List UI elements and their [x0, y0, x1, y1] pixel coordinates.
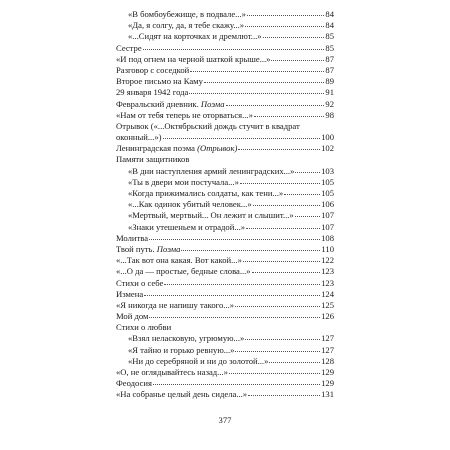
toc-entry-title [116, 389, 247, 400]
dot-leader [284, 188, 320, 195]
toc-entry-title [128, 345, 234, 356]
toc-entry-title [128, 333, 244, 344]
toc-entry-title-text: Твой путь. [116, 243, 155, 254]
toc-entry-title-text: «О, не оглядывайтесь назад...» [116, 367, 228, 377]
toc-entry [116, 333, 334, 344]
toc-entry-page: 125 [321, 299, 334, 310]
dot-leader [253, 199, 320, 206]
toc-entry [116, 244, 334, 255]
toc-entry-title-text: «Ни до серебряной и ни до золотой...» [128, 355, 269, 366]
toc-entry-page: 85 [325, 42, 334, 53]
toc-entry [116, 311, 334, 322]
dot-leader [238, 143, 320, 150]
toc-entry [116, 87, 334, 98]
toc-entry-title-text: «Взял неласковую, угрюмую...» [128, 333, 245, 344]
toc-entry [116, 356, 334, 367]
toc-entry-title-text: Молитва [116, 232, 149, 243]
toc-entry-title-text: «Мертвый, мертвый... Он лежит и слышит...» [128, 210, 294, 221]
toc-entry-title-text: Памяти защитников [116, 154, 190, 165]
toc-entry [116, 345, 334, 356]
toc-entry-page: 123 [321, 266, 334, 277]
dot-leader [263, 31, 325, 38]
toc-entry-page: 107 [321, 210, 334, 221]
toc-entry [116, 389, 334, 400]
toc-entry-page: 87 [325, 53, 334, 64]
toc-entry-title [116, 300, 234, 311]
toc-entry-title-text: Феодосия [116, 378, 152, 389]
dot-leader [149, 233, 320, 240]
toc-entry-title-text: 29 января 1942 года [116, 87, 189, 98]
toc-entry-title [116, 76, 203, 87]
toc-entry-title-text: Второе письмо на Каму [116, 76, 203, 87]
toc-entry-title-text: «Я никогда не напишу такого...» [116, 299, 235, 310]
toc-entry [116, 99, 334, 110]
toc-entry-title-text: оконный...») [116, 132, 162, 143]
dot-leader [181, 244, 320, 251]
toc-entry-title-text: «...Как одинок убитый человек...» [128, 199, 252, 210]
toc-entry-title [116, 65, 189, 76]
toc-entry-title-text: «В дни наступления армий ленинградских...» [128, 165, 295, 176]
toc-entry-title [116, 233, 148, 244]
toc-entry-title-text: Стихи о любви [116, 322, 172, 333]
toc-entry-title [116, 54, 270, 65]
dot-leader [189, 87, 324, 94]
toc-entry-page: 91 [325, 87, 334, 98]
toc-entry-title [116, 367, 228, 378]
dot-leader [143, 43, 325, 50]
toc-entry-page: 84 [325, 20, 334, 31]
toc-entry-page: 122 [321, 255, 334, 266]
dot-leader [269, 356, 320, 363]
dot-leader [254, 110, 325, 117]
toc-entry-title [116, 121, 334, 132]
toc-entry [116, 188, 334, 199]
toc-entry-title [116, 87, 188, 98]
dot-leader [204, 76, 325, 83]
dot-leader [271, 54, 324, 61]
toc-entry [116, 289, 334, 300]
dot-leader [240, 177, 320, 184]
toc-entry-page: 106 [321, 199, 334, 210]
toc-entry-title-text: «Ты в двери мои постучала...» [128, 176, 239, 187]
dot-leader [247, 9, 325, 16]
toc-entry-title-text: «Да, я солгу, да, я тебе скажу...» [128, 20, 245, 31]
toc-entry-page: 89 [325, 76, 334, 87]
toc-entry-page: 110 [321, 243, 334, 254]
toc-entry-title [116, 266, 251, 277]
toc-entry-title [128, 188, 283, 199]
toc-entry [116, 233, 334, 244]
toc-entry-page: 123 [321, 277, 334, 288]
toc-entry-page: 100 [321, 132, 334, 143]
toc-entry-title [116, 278, 163, 289]
toc-entry-page: 105 [321, 188, 334, 198]
toc-entry-title-text: «Нам от тебя теперь не оторваться...» [116, 109, 253, 120]
toc-entry-title [116, 154, 334, 165]
toc-entry [116, 199, 334, 210]
toc-entry-page: 102 [321, 143, 334, 154]
toc-entry-title [116, 255, 242, 266]
toc-entry-title [128, 20, 244, 31]
toc-entry-title-text: Измена [116, 288, 144, 299]
dot-leader [295, 210, 320, 217]
page-number: 377 [218, 415, 232, 425]
dot-leader [229, 367, 320, 374]
dot-leader [295, 166, 320, 173]
dot-leader [164, 278, 320, 285]
toc-entry [116, 177, 334, 188]
dot-leader [163, 132, 321, 139]
toc-entry-title [116, 244, 180, 255]
dot-leader [226, 99, 325, 106]
toc-entry-title-text: Стихи о себе [116, 277, 164, 288]
toc-entry [116, 54, 334, 65]
toc-entry-page: 128 [321, 355, 334, 366]
dot-leader [246, 222, 320, 229]
table-of-contents [116, 9, 334, 401]
dot-leader [248, 389, 320, 396]
toc-entry-title-text: «На собранье целый день сидела...» [116, 389, 248, 400]
toc-entry-page: 98 [325, 109, 334, 120]
toc-entry-page: 103 [321, 165, 334, 176]
toc-entry-title [116, 43, 142, 54]
toc-entry-page: 129 [321, 367, 334, 377]
dot-leader [144, 289, 320, 296]
toc-entry [116, 367, 334, 378]
toc-entry [116, 43, 334, 54]
toc-entry-title-text: Сестре [116, 42, 142, 53]
toc-entry-title-text: «И под огнем на черной шаткой крыше...» [116, 53, 271, 64]
toc-entry-title [128, 222, 245, 233]
toc-entry [116, 210, 334, 221]
toc-entry-title-italic: (Отрывок) [197, 143, 238, 154]
toc-entry-page: 85 [325, 31, 334, 42]
toc-entry-page: 126 [321, 311, 334, 322]
toc-entry-page: 124 [321, 288, 334, 299]
toc-entry-page: 107 [321, 221, 334, 232]
toc-entry-title [116, 378, 152, 389]
toc-entry-title [116, 322, 334, 333]
toc-entry-title [128, 356, 268, 367]
dot-leader [243, 255, 320, 262]
toc-entry [116, 278, 334, 289]
toc-entry-title [128, 199, 252, 210]
toc-entry-title-text: «Я тайно и горько ревную...» [128, 344, 235, 355]
dot-leader [235, 300, 320, 307]
toc-entry-title [116, 289, 143, 300]
toc-entry-title-text: Отрывок («...Октябрьский дождь стучит в квадрат [116, 120, 300, 131]
dot-leader [252, 266, 321, 273]
toc-entry [116, 154, 334, 165]
toc-entry-title-text: «Знаки утешеньем и отрадой...» [128, 221, 246, 232]
dot-leader [149, 311, 320, 318]
toc-entry-title-text: Мой дом [116, 311, 149, 322]
toc-entry-title-text: «Когда прижимались солдаты, как тени...» [128, 188, 284, 198]
dot-leader [153, 378, 320, 385]
dot-leader [245, 20, 324, 27]
toc-entry-page: 127 [321, 344, 334, 355]
toc-entry [116, 9, 334, 20]
toc-entry-title [128, 177, 239, 188]
toc-entry-title [116, 132, 162, 143]
toc-entry-title [116, 311, 148, 322]
toc-entry [116, 222, 334, 233]
toc-entry [116, 166, 334, 177]
toc-entry-title-italic: Поэма [156, 243, 181, 254]
toc-entry-page: 127 [321, 333, 334, 344]
dot-leader [190, 65, 324, 72]
toc-entry-page: 84 [325, 9, 334, 19]
toc-entry [116, 76, 334, 87]
toc-entry-page: 87 [325, 64, 334, 75]
toc-entry [116, 132, 334, 143]
toc-entry-title [128, 166, 294, 177]
toc-entry-title [116, 143, 237, 154]
toc-entry-title-text: Разговор с соседкой [116, 64, 190, 75]
dot-leader [245, 333, 320, 340]
toc-entry-page: 92 [325, 98, 334, 109]
toc-entry-title [116, 99, 225, 110]
toc-entry-title-text: «...Сидят на корточках и дремлют...» [128, 31, 262, 42]
toc-entry-title [128, 31, 262, 42]
toc-entry [116, 322, 334, 333]
toc-entry [116, 266, 334, 277]
toc-entry [116, 65, 334, 76]
toc-entry-page: 105 [321, 176, 334, 187]
toc-entry-title [128, 210, 294, 221]
toc-entry [116, 143, 334, 154]
toc-entry-page: 108 [321, 232, 334, 243]
toc-entry-title-text: «...О да — простые, бедные слова...» [116, 266, 251, 277]
toc-entry-page: 131 [321, 389, 334, 400]
toc-entry [116, 31, 334, 42]
toc-entry [116, 110, 334, 121]
toc-entry-title-text: Февральский дневник. [116, 98, 199, 109]
toc-entry [116, 300, 334, 311]
toc-entry-title [128, 9, 246, 20]
toc-entry-page: 129 [321, 378, 334, 389]
dot-leader [235, 345, 320, 352]
toc-entry-title [116, 110, 253, 121]
toc-entry-title-text: Ленинградская поэма [116, 143, 195, 154]
toc-entry-title-text: «В бомбоубежище, в подвале...» [128, 9, 246, 19]
toc-entry [116, 255, 334, 266]
toc-entry [116, 121, 334, 132]
toc-entry-title-text: «...Так вот она какая. Вот какой...» [116, 255, 242, 266]
toc-entry [116, 378, 334, 389]
toc-entry [116, 20, 334, 31]
toc-entry-title-italic: Поэма [200, 98, 225, 109]
